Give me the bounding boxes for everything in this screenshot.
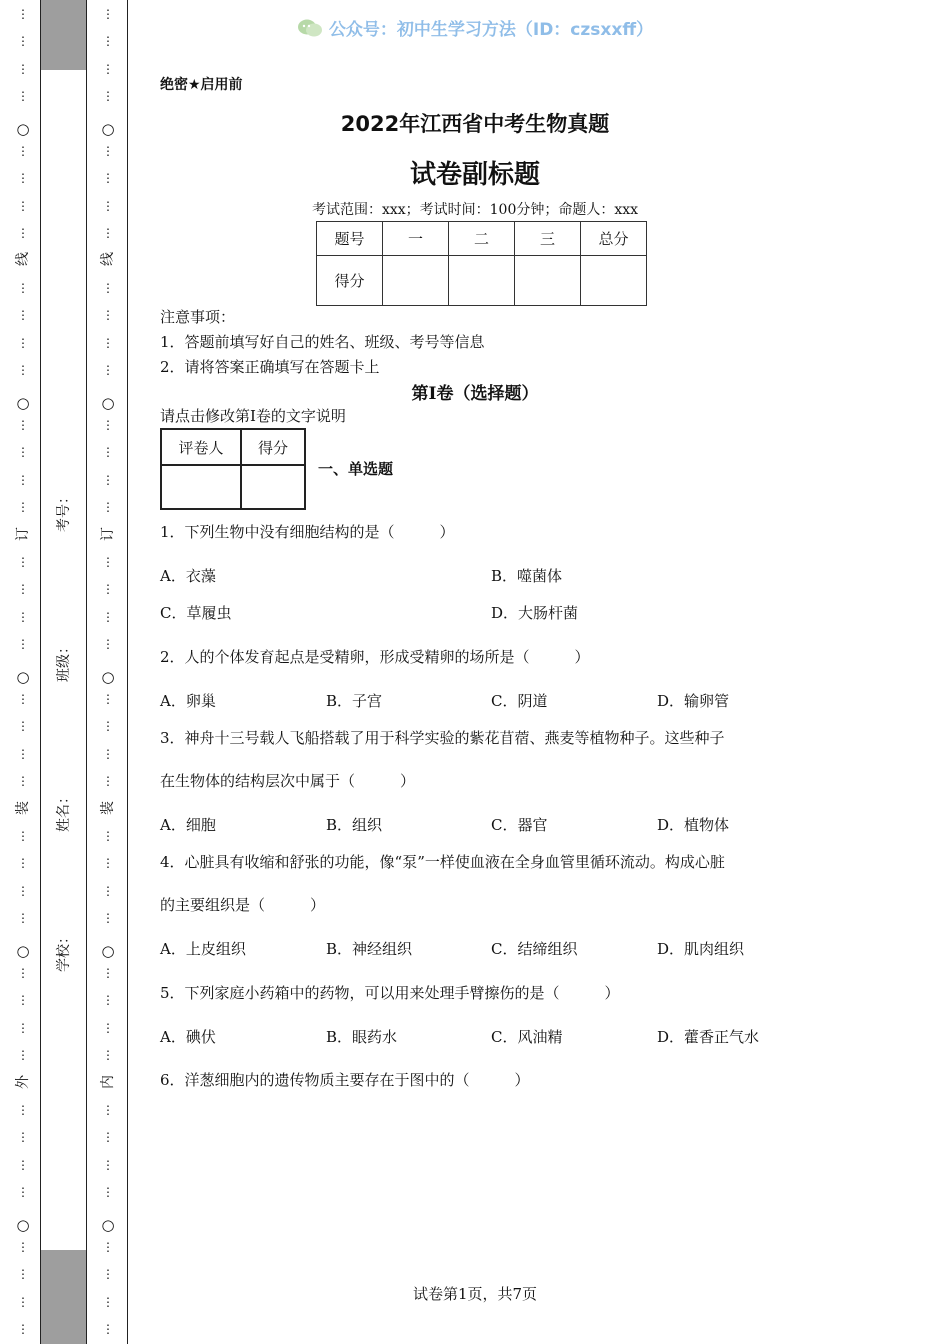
score-table-cell: 总分 bbox=[581, 222, 647, 256]
watermark bbox=[0, 15, 950, 40]
score-input-cell[interactable] bbox=[449, 256, 515, 306]
binding-char: 外 bbox=[15, 1075, 31, 1089]
dot-divider: ⋮ bbox=[102, 1267, 114, 1281]
dot-divider: ⋮ bbox=[17, 62, 29, 76]
dot-divider: ⋮ bbox=[17, 719, 29, 733]
dot-divider: ⋮ bbox=[17, 884, 29, 898]
binding-circle: ○ bbox=[101, 668, 115, 686]
score-input-cell[interactable] bbox=[515, 256, 581, 306]
score-table-cell: 三 bbox=[515, 222, 581, 256]
dot-divider: ⋮ bbox=[102, 473, 114, 487]
dot-divider: ⋮ bbox=[17, 637, 29, 651]
answer-option[interactable]: B．组织 bbox=[326, 816, 383, 834]
dot-divider: ⋮ bbox=[102, 829, 114, 843]
question-stem: 3．神舟十三号载人飞船搭载了用于科学实验的紫花苜蓿、燕麦等植物种子。这些种子 bbox=[160, 729, 725, 747]
dot-divider: ⋮ bbox=[17, 1267, 29, 1281]
dot-divider: ⋮ bbox=[102, 1185, 114, 1199]
binding-char: 线 bbox=[15, 252, 31, 266]
answer-option[interactable]: C．结缔组织 bbox=[491, 940, 578, 958]
answer-option[interactable]: B．噬菌体 bbox=[491, 567, 563, 585]
binding-circle: ○ bbox=[16, 120, 30, 138]
dot-divider: ⋮ bbox=[17, 692, 29, 706]
dot-divider: ⋮ bbox=[102, 1158, 114, 1172]
score-table bbox=[316, 221, 647, 306]
dot-divider: ⋮ bbox=[102, 555, 114, 569]
answer-option[interactable]: D．肌肉组织 bbox=[657, 940, 745, 958]
margin-line bbox=[127, 0, 128, 1344]
dot-divider: ⋮ bbox=[102, 144, 114, 158]
dot-divider: ⋮ bbox=[17, 774, 29, 788]
binding-circle: ○ bbox=[101, 394, 115, 412]
question-stem: 5．下列家庭小药箱中的药物，可以用来处理手臂擦伤的是（ ） bbox=[160, 984, 620, 1002]
exam-info: 考试范围：xxx；考试时间：100分钟；命题人：xxx bbox=[311, 202, 639, 218]
page-title: 2022年江西省中考生物真题 bbox=[340, 112, 610, 136]
dot-divider: ⋮ bbox=[102, 1048, 114, 1062]
question-stem: 的主要组织是（ ） bbox=[160, 896, 326, 914]
grader-header: 得分 bbox=[241, 429, 305, 465]
answer-option[interactable]: C．阴道 bbox=[491, 692, 548, 710]
answer-option[interactable]: B．神经组织 bbox=[326, 940, 413, 958]
dot-divider: ⋮ bbox=[102, 500, 114, 514]
dot-divider: ⋮ bbox=[17, 856, 29, 870]
score-input-cell[interactable] bbox=[581, 256, 647, 306]
dot-divider: ⋮ bbox=[17, 363, 29, 377]
school-field[interactable]: 学校： bbox=[56, 930, 72, 972]
notes-item: 1．答题前填写好自己的姓名、班级、考号等信息 bbox=[160, 333, 485, 351]
binding-margin bbox=[0, 0, 130, 1344]
notes-title: 注意事项： bbox=[160, 308, 236, 326]
dot-divider: ⋮ bbox=[102, 308, 114, 322]
outer-dotted-column bbox=[15, 0, 31, 1344]
question-stem: 1．下列生物中没有细胞结构的是（ ） bbox=[160, 523, 455, 541]
binding-circle: ○ bbox=[101, 120, 115, 138]
question-stem: 在生物体的结构层次中属于（ ） bbox=[160, 772, 416, 790]
dot-divider: ⋮ bbox=[102, 445, 114, 459]
dot-divider: ⋮ bbox=[17, 89, 29, 103]
score-table-cell: 一 bbox=[383, 222, 449, 256]
answer-option[interactable]: A．上皮组织 bbox=[160, 940, 246, 958]
dot-divider: ⋮ bbox=[17, 1130, 29, 1144]
answer-option[interactable]: D．植物体 bbox=[657, 816, 730, 834]
answer-option[interactable]: A．衣藻 bbox=[160, 567, 216, 585]
name-field[interactable]: 姓名： bbox=[56, 790, 72, 832]
dot-divider: ⋮ bbox=[102, 199, 114, 213]
dot-divider: ⋮ bbox=[17, 7, 29, 21]
exam-number-field[interactable]: 考号： bbox=[56, 490, 72, 532]
dot-divider: ⋮ bbox=[17, 336, 29, 350]
score-input-cell[interactable] bbox=[383, 256, 449, 306]
dot-divider: ⋮ bbox=[17, 171, 29, 185]
answer-option[interactable]: C．风油精 bbox=[491, 1028, 563, 1046]
dot-divider: ⋮ bbox=[102, 774, 114, 788]
class-field[interactable]: 班级： bbox=[56, 640, 72, 682]
dot-divider: ⋮ bbox=[102, 418, 114, 432]
dot-divider: ⋮ bbox=[102, 1322, 114, 1336]
binding-char: 装 bbox=[15, 801, 31, 815]
binding-char: 订 bbox=[100, 527, 116, 541]
dot-divider: ⋮ bbox=[17, 199, 29, 213]
dot-divider: ⋮ bbox=[17, 445, 29, 459]
question-stem: 2．人的个体发育起点是受精卵，形成受精卵的场所是（ ） bbox=[160, 648, 590, 666]
dot-divider: ⋮ bbox=[17, 144, 29, 158]
grader-table bbox=[160, 428, 306, 510]
dot-divider: ⋮ bbox=[17, 308, 29, 322]
dot-divider: ⋮ bbox=[17, 1048, 29, 1062]
dot-divider: ⋮ bbox=[102, 1021, 114, 1035]
page-subtitle: 试卷副标题 bbox=[409, 160, 540, 190]
dot-divider: ⋮ bbox=[102, 336, 114, 350]
question-stem: 6．洋葱细胞内的遗传物质主要存在于图中的（ ） bbox=[160, 1071, 530, 1089]
dot-divider: ⋮ bbox=[102, 582, 114, 596]
binding-circle: ○ bbox=[16, 942, 30, 960]
dot-divider: ⋮ bbox=[102, 884, 114, 898]
dot-divider: ⋮ bbox=[102, 226, 114, 240]
score-table-cell: 题号 bbox=[317, 222, 383, 256]
dot-divider: ⋮ bbox=[17, 829, 29, 843]
dot-divider: ⋮ bbox=[17, 1103, 29, 1117]
dot-divider: ⋮ bbox=[102, 7, 114, 21]
binding-char: 线 bbox=[100, 252, 116, 266]
answer-option[interactable]: B．子宫 bbox=[326, 692, 383, 710]
answer-option[interactable]: D．输卵管 bbox=[657, 692, 730, 710]
dot-divider: ⋮ bbox=[17, 418, 29, 432]
dot-divider: ⋮ bbox=[102, 637, 114, 651]
dot-divider: ⋮ bbox=[17, 34, 29, 48]
dot-divider: ⋮ bbox=[17, 911, 29, 925]
margin-line bbox=[86, 0, 87, 1344]
answer-option[interactable]: A．卵巢 bbox=[160, 692, 216, 710]
dot-divider: ⋮ bbox=[17, 1240, 29, 1254]
dot-divider: ⋮ bbox=[102, 747, 114, 761]
dot-divider: ⋮ bbox=[17, 1295, 29, 1309]
binding-circle: ○ bbox=[101, 1216, 115, 1234]
dot-divider: ⋮ bbox=[17, 1021, 29, 1035]
dot-divider: ⋮ bbox=[17, 582, 29, 596]
dot-divider: ⋮ bbox=[17, 610, 29, 624]
answer-option[interactable]: D．藿香正气水 bbox=[657, 1028, 760, 1046]
notes bbox=[160, 305, 485, 380]
dot-divider: ⋮ bbox=[102, 62, 114, 76]
dot-divider: ⋮ bbox=[17, 747, 29, 761]
answer-option[interactable]: C．器官 bbox=[491, 816, 548, 834]
notes-item: 2．请将答案正确填写在答题卡上 bbox=[160, 358, 380, 376]
answer-option[interactable]: D．大肠杆菌 bbox=[491, 604, 579, 622]
section-title: 第I卷（选择题） bbox=[411, 384, 539, 404]
dot-divider: ⋮ bbox=[17, 1158, 29, 1172]
section-desc: 请点击修改第I卷的文字说明 bbox=[160, 407, 346, 425]
page-footer: 试卷第1页，共7页 bbox=[412, 1285, 538, 1303]
answer-option[interactable]: C．草履虫 bbox=[160, 604, 232, 622]
binding-char: 内 bbox=[100, 1075, 116, 1089]
student-info bbox=[48, 380, 78, 972]
binding-circle: ○ bbox=[16, 394, 30, 412]
dot-divider: ⋮ bbox=[102, 281, 114, 295]
dot-divider: ⋮ bbox=[102, 719, 114, 733]
dot-divider: ⋮ bbox=[102, 966, 114, 980]
dot-divider: ⋮ bbox=[17, 500, 29, 514]
dot-divider: ⋮ bbox=[17, 226, 29, 240]
dot-divider: ⋮ bbox=[102, 911, 114, 925]
dot-divider: ⋮ bbox=[102, 363, 114, 377]
dot-divider: ⋮ bbox=[102, 993, 114, 1007]
dot-divider: ⋮ bbox=[17, 281, 29, 295]
grader-input-cell[interactable] bbox=[161, 465, 241, 509]
binding-circle: ○ bbox=[101, 942, 115, 960]
answer-option[interactable]: A．碘伏 bbox=[160, 1028, 216, 1046]
dot-divider: ⋮ bbox=[102, 1240, 114, 1254]
watermark-text: 公众号：初中生学习方法（ID：czsxxff） bbox=[328, 20, 654, 40]
dot-divider: ⋮ bbox=[102, 610, 114, 624]
answer-option[interactable]: A．细胞 bbox=[160, 816, 216, 834]
dot-divider: ⋮ bbox=[102, 34, 114, 48]
grader-header: 评卷人 bbox=[161, 429, 241, 465]
binding-char: 订 bbox=[15, 527, 31, 541]
dot-divider: ⋮ bbox=[102, 1295, 114, 1309]
dot-divider: ⋮ bbox=[17, 1322, 29, 1336]
dot-divider: ⋮ bbox=[102, 171, 114, 185]
dot-divider: ⋮ bbox=[17, 555, 29, 569]
dot-divider: ⋮ bbox=[17, 473, 29, 487]
wechat-icon bbox=[297, 18, 323, 38]
dot-divider: ⋮ bbox=[102, 692, 114, 706]
binding-char: 装 bbox=[100, 801, 116, 815]
dot-divider: ⋮ bbox=[102, 1103, 114, 1117]
score-table-cell: 二 bbox=[449, 222, 515, 256]
grader-input-cell[interactable] bbox=[241, 465, 305, 509]
dot-divider: ⋮ bbox=[17, 1185, 29, 1199]
dot-divider: ⋮ bbox=[17, 966, 29, 980]
dot-divider: ⋮ bbox=[102, 856, 114, 870]
binding-circle: ○ bbox=[16, 668, 30, 686]
part-title: 一、单选题 bbox=[318, 460, 394, 478]
question-stem: 4．心脏具有收缩和舒张的功能，像“泵”一样使血液在全身血管里循环流动。构成心脏 bbox=[160, 853, 725, 871]
secret-label: 绝密★启用前 bbox=[160, 77, 243, 93]
answer-option[interactable]: B．眼药水 bbox=[326, 1028, 398, 1046]
score-table-cell: 得分 bbox=[317, 256, 383, 306]
dot-divider: ⋮ bbox=[102, 89, 114, 103]
dot-divider: ⋮ bbox=[17, 993, 29, 1007]
inner-dotted-column bbox=[100, 0, 116, 1344]
binding-circle: ○ bbox=[16, 1216, 30, 1234]
dot-divider: ⋮ bbox=[102, 1130, 114, 1144]
